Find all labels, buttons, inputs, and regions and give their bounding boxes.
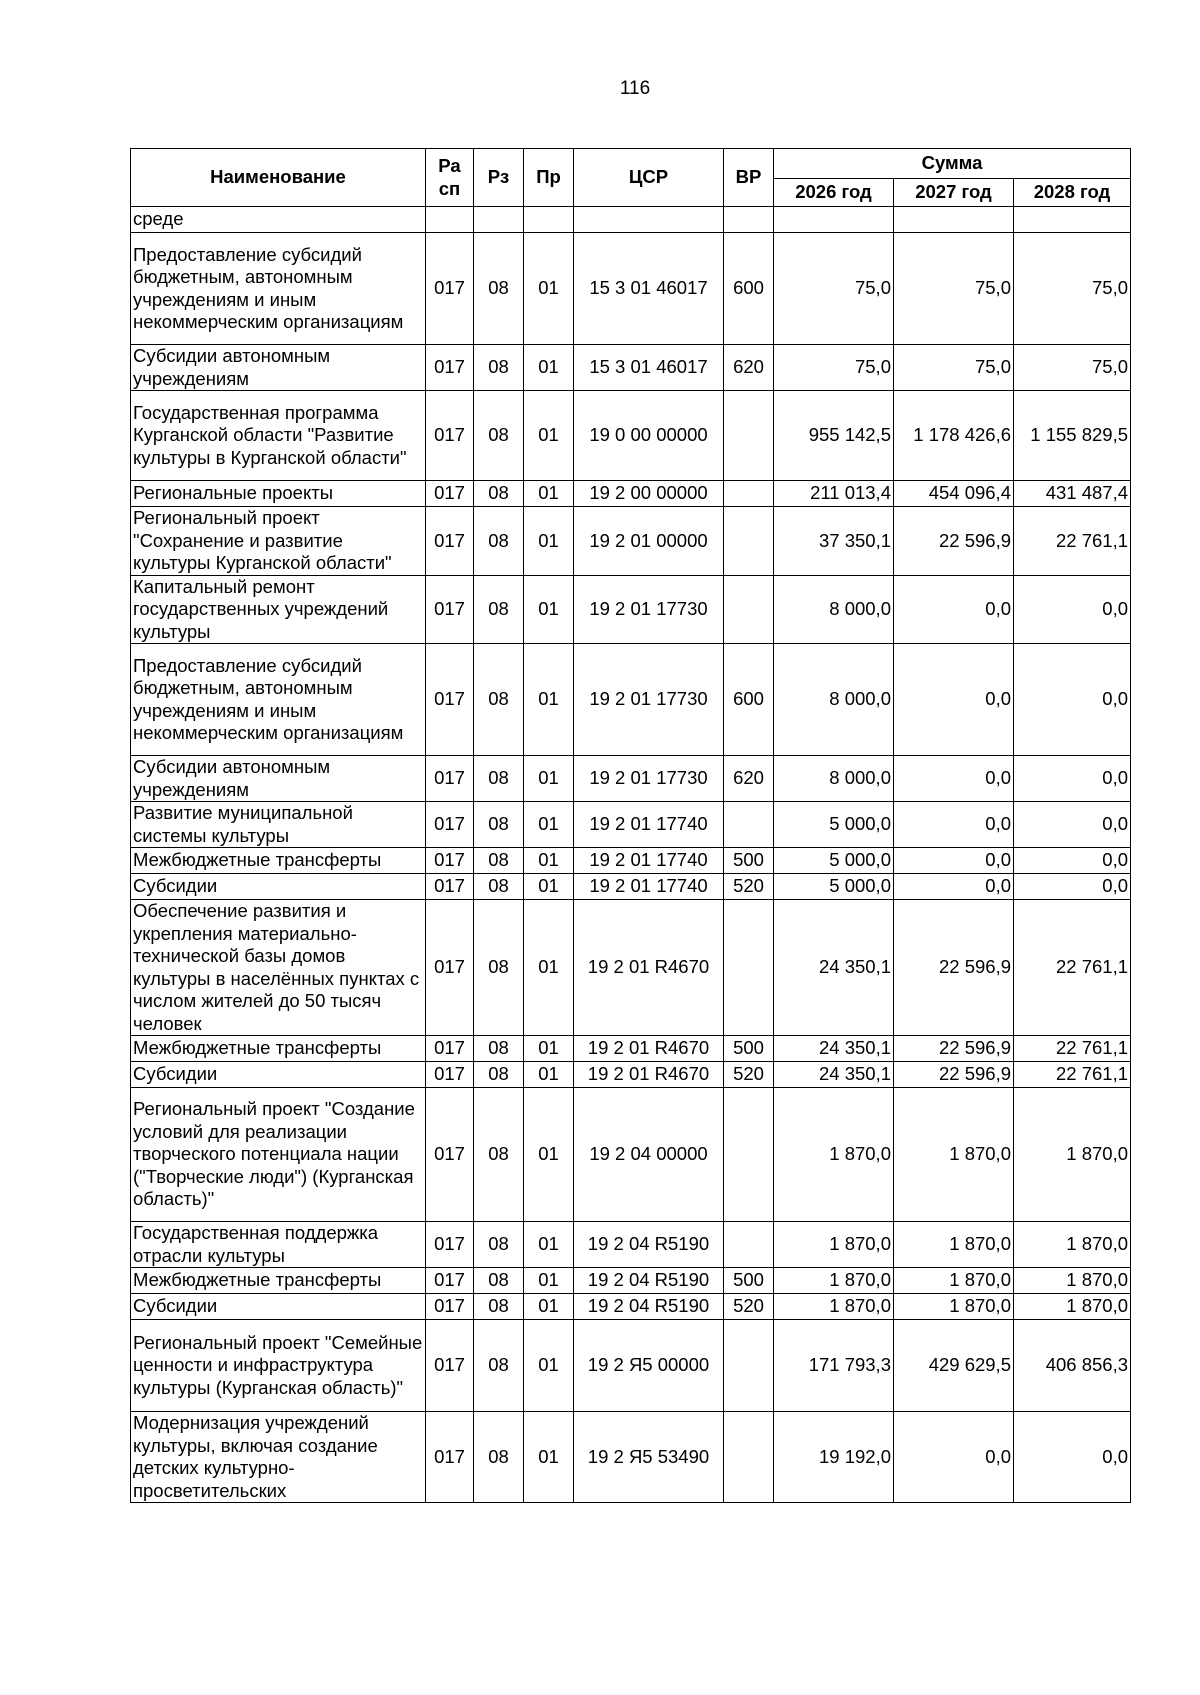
cell-2027: 0,0 — [894, 874, 1014, 900]
table-row — [131, 1320, 1131, 1412]
header-pr: Пр — [524, 149, 574, 207]
header-2027: 2027 год — [894, 179, 1014, 207]
cell-pr: 01 — [524, 391, 574, 481]
table-row — [131, 345, 1131, 391]
cell-rasp: 017 — [426, 874, 474, 900]
cell-2027: 429 629,5 — [894, 1320, 1014, 1412]
cell-pr: 01 — [524, 507, 574, 576]
cell-pr: 01 — [524, 756, 574, 802]
cell-rz: 08 — [474, 391, 524, 481]
cell-vr — [724, 575, 774, 644]
cell-pr: 01 — [524, 1294, 574, 1320]
cell-pr: 01 — [524, 1268, 574, 1294]
cell-rasp: 017 — [426, 1412, 474, 1503]
cell-pr: 01 — [524, 345, 574, 391]
cell-2026: 24 350,1 — [774, 1062, 894, 1088]
cell-csr: 19 2 01 00000 — [574, 507, 724, 576]
header-2026: 2026 год — [774, 179, 894, 207]
cell-2026: 5 000,0 — [774, 802, 894, 848]
header-vr: ВР — [724, 149, 774, 207]
cell-pr: 01 — [524, 848, 574, 874]
table-body — [131, 207, 1131, 1503]
table-row — [131, 1294, 1131, 1320]
cell-name: среде — [131, 207, 426, 233]
cell-rasp: 017 — [426, 1320, 474, 1412]
table-row — [131, 874, 1131, 900]
cell-2028: 1 870,0 — [1014, 1294, 1131, 1320]
cell-2028: 1 155 829,5 — [1014, 391, 1131, 481]
cell-2027: 0,0 — [894, 644, 1014, 756]
cell-2028: 0,0 — [1014, 874, 1131, 900]
cell-rz: 08 — [474, 1268, 524, 1294]
cell-csr: 19 2 04 00000 — [574, 1088, 724, 1222]
cell-csr: 19 2 01 R4670 — [574, 900, 724, 1036]
cell-2028: 1 870,0 — [1014, 1222, 1131, 1268]
cell-2027: 22 596,9 — [894, 1062, 1014, 1088]
cell-2027: 1 870,0 — [894, 1294, 1014, 1320]
cell-rasp: 017 — [426, 1294, 474, 1320]
cell-2027: 75,0 — [894, 345, 1014, 391]
table-row — [131, 756, 1131, 802]
cell-2027: 22 596,9 — [894, 1036, 1014, 1062]
cell-name: Межбюджетные трансферты — [131, 1268, 426, 1294]
cell-pr: 01 — [524, 1088, 574, 1222]
cell-pr: 01 — [524, 1036, 574, 1062]
cell-name: Субсидии — [131, 1062, 426, 1088]
cell-pr: 01 — [524, 802, 574, 848]
cell-rz: 08 — [474, 481, 524, 507]
cell-name: Предоставление субсидий бюджетным, автономным учреждениям и иным некоммерческим организациям — [131, 644, 426, 756]
header-2028: 2028 год — [1014, 179, 1131, 207]
cell-csr: 15 3 01 46017 — [574, 233, 724, 345]
cell-rz: 08 — [474, 1320, 524, 1412]
cell-name: Субсидии — [131, 874, 426, 900]
cell-rasp: 017 — [426, 900, 474, 1036]
cell-rz: 08 — [474, 874, 524, 900]
table-row — [131, 802, 1131, 848]
table-row — [131, 233, 1131, 345]
cell-rasp: 017 — [426, 1062, 474, 1088]
cell-pr: 01 — [524, 1222, 574, 1268]
table-header — [131, 149, 1131, 207]
table-row — [131, 900, 1131, 1036]
cell-rasp: 017 — [426, 391, 474, 481]
cell-rz: 08 — [474, 848, 524, 874]
cell-vr: 500 — [724, 1036, 774, 1062]
cell-rz: 08 — [474, 345, 524, 391]
cell-2026: 24 350,1 — [774, 900, 894, 1036]
cell-csr: 15 3 01 46017 — [574, 345, 724, 391]
cell-pr: 01 — [524, 874, 574, 900]
table-row — [131, 644, 1131, 756]
cell-rz: 08 — [474, 756, 524, 802]
cell-csr: 19 2 01 17730 — [574, 756, 724, 802]
cell-2026: 19 192,0 — [774, 1412, 894, 1503]
table-row — [131, 481, 1131, 507]
cell-vr: 600 — [724, 233, 774, 345]
cell-name: Межбюджетные трансферты — [131, 1036, 426, 1062]
cell-2027: 0,0 — [894, 848, 1014, 874]
cell-rz: 08 — [474, 802, 524, 848]
cell-vr — [724, 1222, 774, 1268]
table-row — [131, 1062, 1131, 1088]
cell-csr — [574, 207, 724, 233]
cell-vr — [724, 1320, 774, 1412]
cell-rasp: 017 — [426, 575, 474, 644]
cell-rz: 08 — [474, 900, 524, 1036]
cell-vr: 620 — [724, 345, 774, 391]
cell-2028 — [1014, 207, 1131, 233]
cell-2028: 1 870,0 — [1014, 1268, 1131, 1294]
table-row — [131, 207, 1131, 233]
cell-name: Государственная программа Курганской области "Развитие культуры в Курганской области" — [131, 391, 426, 481]
cell-rasp — [426, 207, 474, 233]
cell-vr — [724, 391, 774, 481]
cell-2028: 22 761,1 — [1014, 900, 1131, 1036]
cell-rz: 08 — [474, 1412, 524, 1503]
page-number: 116 — [619, 78, 651, 99]
cell-vr: 620 — [724, 756, 774, 802]
cell-rz: 08 — [474, 1294, 524, 1320]
cell-2026: 8 000,0 — [774, 644, 894, 756]
cell-2027: 1 870,0 — [894, 1268, 1014, 1294]
cell-rasp: 017 — [426, 345, 474, 391]
cell-rz: 08 — [474, 575, 524, 644]
cell-rasp: 017 — [426, 1088, 474, 1222]
cell-rz: 08 — [474, 644, 524, 756]
cell-pr: 01 — [524, 575, 574, 644]
header-csr: ЦСР — [574, 149, 724, 207]
cell-rasp: 017 — [426, 848, 474, 874]
cell-csr: 19 2 Я5 00000 — [574, 1320, 724, 1412]
cell-name: Региональные проекты — [131, 481, 426, 507]
cell-rz: 08 — [474, 1088, 524, 1222]
cell-name: Обеспечение развития и укрепления материально-технической базы домов культуры в населённых пунктах с числом жителей до 50 тысяч человек — [131, 900, 426, 1036]
cell-name: Субсидии автономным учреждениям — [131, 345, 426, 391]
cell-rz: 08 — [474, 1222, 524, 1268]
cell-vr — [724, 900, 774, 1036]
cell-vr — [724, 1412, 774, 1503]
cell-csr: 19 2 01 17730 — [574, 644, 724, 756]
cell-2026: 5 000,0 — [774, 874, 894, 900]
cell-2027: 454 096,4 — [894, 481, 1014, 507]
cell-2028: 0,0 — [1014, 575, 1131, 644]
cell-csr: 19 2 01 17740 — [574, 802, 724, 848]
budget-table — [130, 148, 1131, 1503]
header-name: Наименование — [131, 149, 426, 207]
cell-vr — [724, 207, 774, 233]
cell-rasp: 017 — [426, 507, 474, 576]
cell-2028: 1 870,0 — [1014, 1088, 1131, 1222]
cell-vr — [724, 481, 774, 507]
cell-vr — [724, 1088, 774, 1222]
cell-csr: 19 2 04 R5190 — [574, 1268, 724, 1294]
cell-pr: 01 — [524, 1412, 574, 1503]
cell-2027: 0,0 — [894, 756, 1014, 802]
cell-2027: 1 870,0 — [894, 1222, 1014, 1268]
cell-rasp: 017 — [426, 233, 474, 345]
cell-2028: 0,0 — [1014, 848, 1131, 874]
cell-csr: 19 2 01 R4670 — [574, 1036, 724, 1062]
cell-pr: 01 — [524, 900, 574, 1036]
cell-pr: 01 — [524, 481, 574, 507]
cell-2026: 37 350,1 — [774, 507, 894, 576]
table-row — [131, 1222, 1131, 1268]
table-row — [131, 391, 1131, 481]
cell-name: Региональный проект "Создание условий для реализации творческого потенциала нации ("Творческие люди") (Курганская область)" — [131, 1088, 426, 1222]
table-row — [131, 1036, 1131, 1062]
cell-vr: 520 — [724, 1294, 774, 1320]
cell-vr: 520 — [724, 1062, 774, 1088]
cell-2026: 1 870,0 — [774, 1268, 894, 1294]
cell-rasp: 017 — [426, 1268, 474, 1294]
cell-2028: 22 761,1 — [1014, 1036, 1131, 1062]
cell-2028: 22 761,1 — [1014, 507, 1131, 576]
cell-csr: 19 2 01 17730 — [574, 575, 724, 644]
table-row — [131, 1412, 1131, 1503]
table-row — [131, 1268, 1131, 1294]
table-row — [131, 848, 1131, 874]
cell-csr: 19 2 01 17740 — [574, 848, 724, 874]
cell-2026 — [774, 207, 894, 233]
cell-2027: 0,0 — [894, 802, 1014, 848]
cell-2028: 406 856,3 — [1014, 1320, 1131, 1412]
cell-2028: 0,0 — [1014, 802, 1131, 848]
header-rasp-line2: сп — [438, 177, 461, 199]
cell-vr — [724, 802, 774, 848]
cell-rz: 08 — [474, 507, 524, 576]
cell-vr: 520 — [724, 874, 774, 900]
cell-csr: 19 2 00 00000 — [574, 481, 724, 507]
cell-2027: 0,0 — [894, 1412, 1014, 1503]
cell-2027 — [894, 207, 1014, 233]
header-rasp — [426, 149, 474, 207]
table-row — [131, 575, 1131, 644]
cell-2027: 22 596,9 — [894, 507, 1014, 576]
cell-vr — [724, 507, 774, 576]
cell-2028: 75,0 — [1014, 233, 1131, 345]
cell-vr: 500 — [724, 1268, 774, 1294]
cell-csr: 19 2 Я5 53490 — [574, 1412, 724, 1503]
cell-2026: 75,0 — [774, 345, 894, 391]
header-rz: Рз — [474, 149, 524, 207]
cell-2026: 955 142,5 — [774, 391, 894, 481]
cell-rasp: 017 — [426, 644, 474, 756]
cell-2027: 1 178 426,6 — [894, 391, 1014, 481]
header-sum: Сумма — [774, 149, 1131, 179]
cell-2026: 1 870,0 — [774, 1088, 894, 1222]
cell-2026: 211 013,4 — [774, 481, 894, 507]
cell-2026: 24 350,1 — [774, 1036, 894, 1062]
cell-name: Межбюджетные трансферты — [131, 848, 426, 874]
cell-2026: 1 870,0 — [774, 1222, 894, 1268]
cell-name: Субсидии — [131, 1294, 426, 1320]
cell-rz: 08 — [474, 1062, 524, 1088]
cell-2026: 75,0 — [774, 233, 894, 345]
cell-2026: 8 000,0 — [774, 575, 894, 644]
cell-rz: 08 — [474, 1036, 524, 1062]
cell-pr — [524, 207, 574, 233]
table-row — [131, 507, 1131, 576]
cell-2027: 22 596,9 — [894, 900, 1014, 1036]
cell-2028: 0,0 — [1014, 1412, 1131, 1503]
cell-csr: 19 2 04 R5190 — [574, 1294, 724, 1320]
cell-2027: 0,0 — [894, 575, 1014, 644]
cell-vr: 600 — [724, 644, 774, 756]
header-rasp-line1: Ра — [438, 155, 461, 176]
cell-pr: 01 — [524, 644, 574, 756]
cell-2028: 0,0 — [1014, 756, 1131, 802]
cell-name: Региональный проект "Семейные ценности и инфраструктура культуры (Курганская область)" — [131, 1320, 426, 1412]
cell-rasp: 017 — [426, 481, 474, 507]
cell-name: Региональный проект "Сохранение и развитие культуры Курганской области" — [131, 507, 426, 576]
cell-csr: 19 2 04 R5190 — [574, 1222, 724, 1268]
cell-rasp: 017 — [426, 802, 474, 848]
cell-rz: 08 — [474, 233, 524, 345]
cell-name: Модернизация учреждений культуры, включая создание детских культурно-просветительских — [131, 1412, 426, 1503]
cell-csr: 19 2 01 R4670 — [574, 1062, 724, 1088]
cell-2028: 22 761,1 — [1014, 1062, 1131, 1088]
cell-rz — [474, 207, 524, 233]
cell-2026: 5 000,0 — [774, 848, 894, 874]
cell-2026: 1 870,0 — [774, 1294, 894, 1320]
cell-pr: 01 — [524, 1320, 574, 1412]
cell-rasp: 017 — [426, 756, 474, 802]
cell-vr: 500 — [724, 848, 774, 874]
cell-csr: 19 0 00 00000 — [574, 391, 724, 481]
cell-2026: 171 793,3 — [774, 1320, 894, 1412]
cell-pr: 01 — [524, 233, 574, 345]
cell-pr: 01 — [524, 1062, 574, 1088]
cell-csr: 19 2 01 17740 — [574, 874, 724, 900]
cell-2028: 431 487,4 — [1014, 481, 1131, 507]
cell-2028: 75,0 — [1014, 345, 1131, 391]
cell-rasp: 017 — [426, 1036, 474, 1062]
cell-name: Развитие муниципальной системы культуры — [131, 802, 426, 848]
cell-rasp: 017 — [426, 1222, 474, 1268]
cell-2027: 75,0 — [894, 233, 1014, 345]
cell-name: Капитальный ремонт государственных учреждений культуры — [131, 575, 426, 644]
cell-name: Предоставление субсидий бюджетным, автономным учреждениям и иным некоммерческим организациям — [131, 233, 426, 345]
cell-name: Государственная поддержка отрасли культуры — [131, 1222, 426, 1268]
cell-2028: 0,0 — [1014, 644, 1131, 756]
cell-name: Субсидии автономным учреждениям — [131, 756, 426, 802]
cell-2026: 8 000,0 — [774, 756, 894, 802]
cell-2027: 1 870,0 — [894, 1088, 1014, 1222]
table-row — [131, 1088, 1131, 1222]
